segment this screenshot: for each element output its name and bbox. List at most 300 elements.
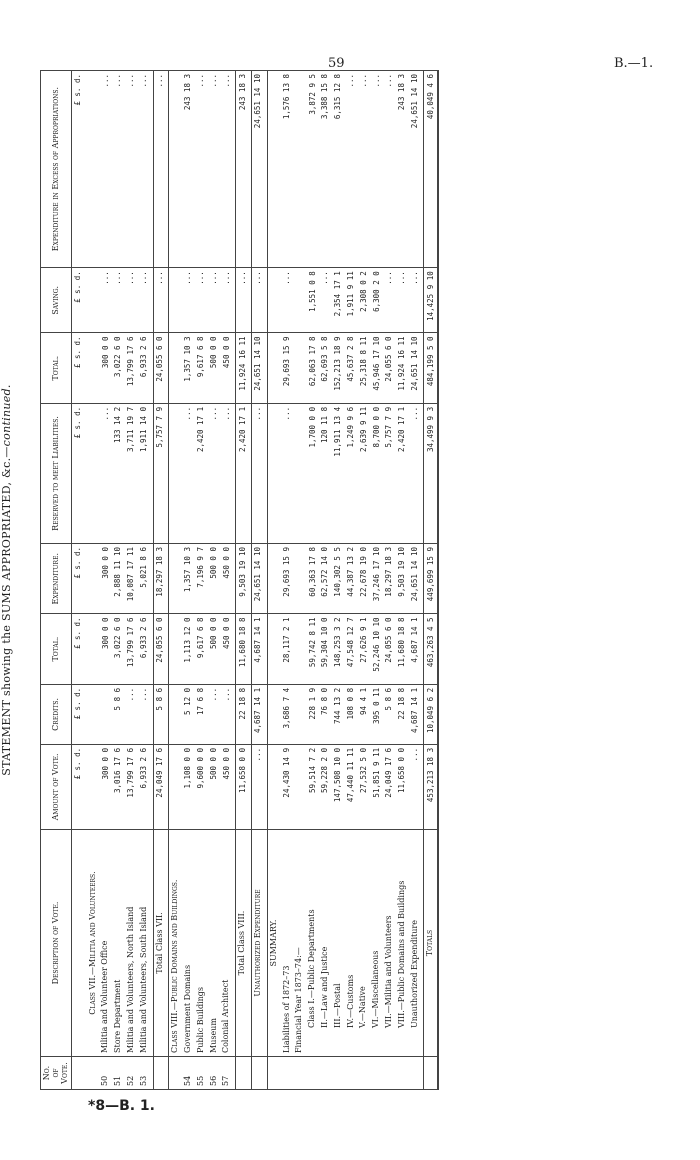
cell-res: 8,700 0 0: [370, 403, 383, 543]
cell-res: ...: [208, 403, 221, 543]
cell-saving: ...: [138, 268, 151, 333]
cell-saving: 1,911 9 11: [345, 268, 358, 333]
cell-total2: 13,799 17 6: [125, 333, 138, 403]
vote-number: [357, 1057, 370, 1090]
cell-res: ...: [99, 403, 112, 543]
cell-total2: 152,213 18 9: [332, 333, 345, 403]
cell-amount: 300 0 0: [99, 744, 112, 829]
cell-credits: 4,687 14 1: [252, 684, 265, 744]
vote-number: [424, 1057, 438, 1090]
cell-exp: 18,297 18 3: [383, 544, 396, 614]
vote-description: Unauthorized Expenditure: [409, 830, 422, 1057]
col-no: No. of Vote.: [41, 1057, 72, 1090]
cell-saving: 2,308 0 2: [357, 268, 370, 333]
cell-excess: 3,388 15 8: [319, 71, 332, 268]
cell-total2: 24,651 14 10: [409, 333, 422, 403]
summary-row: [409, 71, 422, 1090]
cell-amount: ...: [409, 744, 422, 829]
cell-saving: ...: [153, 268, 166, 333]
cell-res: ...: [281, 403, 294, 543]
cell-amount: 47,440 11 11: [345, 744, 358, 829]
cell-credits: 22 18 8: [396, 684, 409, 744]
cell-credits: 744 13 2: [332, 684, 345, 744]
cell-res: 2,420 17 1: [236, 403, 249, 543]
cell-saving: [169, 268, 182, 333]
cell-amount: 147,508 10 0: [332, 744, 345, 829]
rotated-statement: [0, 40, 700, 1120]
cell-amount: 11,658 0 0: [236, 744, 249, 829]
cell-credits: 5 12 0: [182, 684, 195, 744]
cell-amount: 59,514 7 2: [306, 744, 319, 829]
cell-amount: 27,532 5 0: [357, 744, 370, 829]
vote-description: Financial Year 1873–74:—: [293, 830, 306, 1057]
cell-excess: 24,651 14 10: [409, 71, 422, 268]
lsd-row: [72, 71, 85, 1090]
vote-description: SUMMARY.: [267, 830, 280, 1057]
cell-credits: 3,686 7 4: [281, 684, 294, 744]
cell-total: 148,253 3 2: [332, 614, 345, 684]
vote-description: Unauthorized Expenditure: [252, 830, 265, 1057]
cell-total2: 484,199 5 0: [424, 333, 438, 403]
cell-total2: 6,933 2 6: [138, 333, 151, 403]
cell-excess: ...: [112, 71, 125, 268]
cell-exp: 9,503 19 10: [396, 544, 409, 614]
lsd-label: £ s. d.: [72, 403, 85, 543]
cell-total2: 11,924 16 11: [396, 333, 409, 403]
vote-description: VII.—Militia and Volunteers: [383, 830, 396, 1057]
cell-exp: 2,888 11 10: [112, 544, 125, 614]
cell-excess: 24,651 14 10: [252, 71, 265, 268]
cell-excess: [267, 71, 280, 268]
cell-excess: 243 18 3: [396, 71, 409, 268]
footer-reference: *8—B. 1.: [88, 1098, 155, 1114]
cell-exp: 24,651 14 10: [252, 544, 265, 614]
vote-description: V.—Native: [357, 830, 370, 1057]
cell-res: ...: [182, 403, 195, 543]
cell-exp: 60,363 17 8: [306, 544, 319, 614]
table-row: [99, 71, 112, 1090]
cell-amount: 24,049 17 6: [383, 744, 396, 829]
vote-number: [252, 1057, 265, 1090]
cell-total: 24,055 6 0: [153, 614, 166, 684]
cell-res: 11,911 13 4: [332, 403, 345, 543]
cell-credits: 17 6 8: [195, 684, 208, 744]
cell-credits: 94 4 1: [357, 684, 370, 744]
cell-total2: [267, 333, 280, 403]
vote-number: [281, 1057, 294, 1090]
cell-excess: ...: [125, 71, 138, 268]
cell-excess: ...: [153, 71, 166, 268]
col-saving: Saving.: [41, 268, 72, 333]
vote-number: [319, 1057, 332, 1090]
col-expenditure: Expenditure.: [41, 544, 72, 614]
cell-saving: ...: [195, 268, 208, 333]
cell-total2: 500 0 0: [208, 333, 221, 403]
cell-amount: [267, 744, 280, 829]
cell-saving: ...: [396, 268, 409, 333]
cell-exp: [293, 544, 306, 614]
vote-description: Class VIII.—Public Domains and Buildings.: [169, 830, 182, 1057]
vote-description: Museum: [208, 830, 221, 1057]
lsd-label: £ s. d.: [72, 614, 85, 684]
cell-res: 5,757 7 9: [383, 403, 396, 543]
cell-saving: [267, 268, 280, 333]
cell-total: [169, 614, 182, 684]
cell-exp: 5,021 8 6: [138, 544, 151, 614]
vote-description: Public Buildings: [195, 830, 208, 1057]
lsd-label: £ s. d.: [72, 333, 85, 403]
vote-number: 53: [138, 1057, 151, 1090]
table-row: [125, 71, 138, 1090]
cell-credits: ...: [138, 684, 151, 744]
cell-total: 24,055 6 0: [383, 614, 396, 684]
class-heading: [169, 71, 182, 1090]
cell-credits: 228 1 9: [306, 684, 319, 744]
vote-description: Government Domains: [182, 830, 195, 1057]
cell-total2: 450 0 0: [220, 333, 233, 403]
unauthorized-row: [252, 71, 265, 1090]
cell-amount: 11,658 0 0: [396, 744, 409, 829]
cell-credits: 5 8 6: [153, 684, 166, 744]
vote-number: [306, 1057, 319, 1090]
cell-amount: 59,228 2 0: [319, 744, 332, 829]
cell-credits: 108 0 8: [345, 684, 358, 744]
cell-excess: 40,049 4 6: [424, 71, 438, 268]
col-reserved: Reserved to meet Liabilities.: [41, 403, 72, 543]
cell-amount: 450 0 0: [220, 744, 233, 829]
summary-row: [396, 71, 409, 1090]
cell-exp: 449,699 15 9: [424, 544, 438, 614]
cell-saving: ...: [208, 268, 221, 333]
cell-total: 59,304 10 0: [319, 614, 332, 684]
vote-number: 57: [220, 1057, 233, 1090]
cell-amount: 24,430 14 9: [281, 744, 294, 829]
vote-number: 56: [208, 1057, 221, 1090]
lsd-label: £ s. d.: [72, 684, 85, 744]
cell-total: 6,933 2 6: [138, 614, 151, 684]
cell-excess: 6,315 12 8: [332, 71, 345, 268]
cell-total: 47,548 12 7: [345, 614, 358, 684]
vote-number: [153, 1057, 166, 1090]
cell-credits: 395 0 11: [370, 684, 383, 744]
cell-total2: [293, 333, 306, 403]
cell-total2: 24,651 14 10: [252, 333, 265, 403]
cell-total: 4,687 14 1: [409, 614, 422, 684]
summary-liabilities-row: [281, 71, 294, 1090]
cell-res: 133 14 2: [112, 403, 125, 543]
vote-number: [370, 1057, 383, 1090]
cell-amount: ...: [252, 744, 265, 829]
page-number: 59: [328, 56, 345, 71]
cell-saving: 1,551 0 8: [306, 268, 319, 333]
cell-excess: 3,872 9 5: [306, 71, 319, 268]
summary-row: [332, 71, 345, 1090]
vote-description: Total Class VIII.: [236, 830, 249, 1057]
col-total2: Total.: [41, 333, 72, 403]
vote-description: Colonial Architect: [220, 830, 233, 1057]
vote-number: [87, 1057, 100, 1090]
lsd-label: £ s. d.: [72, 744, 85, 829]
cell-credits: [267, 684, 280, 744]
class-total-row: [236, 71, 249, 1090]
cell-excess: ...: [138, 71, 151, 268]
cell-total: 1,113 12 0: [182, 614, 195, 684]
cell-total: 9,617 6 8: [195, 614, 208, 684]
vote-number: [383, 1057, 396, 1090]
cell-amount: 3,016 17 6: [112, 744, 125, 829]
cell-saving: ...: [319, 268, 332, 333]
cell-res: [267, 403, 280, 543]
vote-description: Total Class VII.: [153, 830, 166, 1057]
cell-excess: [169, 71, 182, 268]
summary-row: [357, 71, 370, 1090]
cell-res: 5,757 7 9: [153, 403, 166, 543]
cell-exp: 300 0 0: [99, 544, 112, 614]
class-heading: [87, 71, 100, 1090]
cell-amount: 500 0 0: [208, 744, 221, 829]
cell-exp: 7,196 9 7: [195, 544, 208, 614]
cell-saving: ...: [281, 268, 294, 333]
cell-total: 13,799 17 6: [125, 614, 138, 684]
cell-credits: 4,687 14 1: [409, 684, 422, 744]
table-row: [220, 71, 233, 1090]
cell-excess: ...: [383, 71, 396, 268]
cell-saving: 6,300 2 0: [370, 268, 383, 333]
cell-credits: 76 8 0: [319, 684, 332, 744]
cell-amount: [169, 744, 182, 829]
vote-description: Class I.—Public Departments: [306, 830, 319, 1057]
cell-res: [293, 403, 306, 543]
cell-total2: 25,318 8 11: [357, 333, 370, 403]
cell-saving: [293, 268, 306, 333]
cell-res: 3,711 19 7: [125, 403, 138, 543]
vote-number: [409, 1057, 422, 1090]
cell-amount: 6,933 2 6: [138, 744, 151, 829]
cell-total2: 24,055 6 0: [383, 333, 396, 403]
cell-res: ...: [252, 403, 265, 543]
cell-credits: 10,049 6 2: [424, 684, 438, 744]
cell-res: ...: [220, 403, 233, 543]
cell-total: 500 0 0: [208, 614, 221, 684]
cell-excess: ...: [208, 71, 221, 268]
col-excess: Expenditure in Excess of Appropriations.: [41, 71, 72, 268]
cell-saving: ...: [409, 268, 422, 333]
cell-excess: [293, 71, 306, 268]
cell-saving: ...: [112, 268, 125, 333]
cell-total2: 9,617 6 8: [195, 333, 208, 403]
cell-amount: [293, 744, 306, 829]
cell-exp: 500 0 0: [208, 544, 221, 614]
cell-saving: [87, 268, 100, 333]
cell-exp: 140,302 5 5: [332, 544, 345, 614]
cell-total: [293, 614, 306, 684]
header-row: [41, 71, 72, 1090]
cell-total: [87, 614, 100, 684]
cell-total: [267, 614, 280, 684]
cell-excess: ...: [345, 71, 358, 268]
summary-row: [345, 71, 358, 1090]
cell-credits: ...: [220, 684, 233, 744]
cell-excess: ...: [357, 71, 370, 268]
cell-total2: 45,637 2 8: [345, 333, 358, 403]
cell-exp: 1,357 10 3: [182, 544, 195, 614]
vote-number: [236, 1057, 249, 1090]
cell-total: 450 0 0: [220, 614, 233, 684]
cell-saving: ...: [182, 268, 195, 333]
col-description: Description of Vote.: [41, 830, 72, 1057]
col-amount: Amount of Vote.: [41, 744, 72, 829]
cell-amount: 453,213 18 3: [424, 744, 438, 829]
cell-exp: 450 0 0: [220, 544, 233, 614]
statement-title: [0, 40, 13, 1120]
vote-description: III.—Postal: [332, 830, 345, 1057]
cell-total: 463,263 4 5: [424, 614, 438, 684]
cell-saving: ...: [236, 268, 249, 333]
vote-number: [396, 1057, 409, 1090]
cell-excess: ...: [99, 71, 112, 268]
cell-total2: 62,693 5 8: [319, 333, 332, 403]
cell-res: 2,420 17 1: [396, 403, 409, 543]
vote-number: [169, 1057, 182, 1090]
cell-exp: [267, 544, 280, 614]
summary-fy-row: [293, 71, 306, 1090]
vote-number: 50: [99, 1057, 112, 1090]
cell-excess: ...: [195, 71, 208, 268]
cell-res: 2,639 9 11: [357, 403, 370, 543]
vote-description: IV.—Customs: [345, 830, 358, 1057]
vote-number: 51: [112, 1057, 125, 1090]
cell-total: 52,246 10 10: [370, 614, 383, 684]
cell-amount: 13,799 17 6: [125, 744, 138, 829]
vote-description: Militia and Volunteer Office: [99, 830, 112, 1057]
cell-total: 28,117 2 1: [281, 614, 294, 684]
cell-total2: 11,924 16 11: [236, 333, 249, 403]
cell-res: [87, 403, 100, 543]
vote-description: Militia and Volunteers, South Island: [138, 830, 151, 1057]
cell-total2: [169, 333, 182, 403]
cell-res: [169, 403, 182, 543]
cell-total2: 24,055 6 0: [153, 333, 166, 403]
cell-total2: 62,063 17 8: [306, 333, 319, 403]
cell-saving: 14,425 9 10: [424, 268, 438, 333]
cell-credits: 22 18 8: [236, 684, 249, 744]
table-row: [208, 71, 221, 1090]
cell-credits: ...: [125, 684, 138, 744]
cell-excess: 243 18 3: [182, 71, 195, 268]
cell-excess: 1,576 13 8: [281, 71, 294, 268]
cell-saving: ...: [125, 268, 138, 333]
cell-exp: 10,087 17 11: [125, 544, 138, 614]
cell-total: 4,687 14 1: [252, 614, 265, 684]
cell-saving: 2,354 17 1: [332, 268, 345, 333]
cell-total: 3,022 6 0: [112, 614, 125, 684]
title-continued: continued.: [0, 384, 13, 447]
vote-number: 52: [125, 1057, 138, 1090]
cell-saving: ...: [383, 268, 396, 333]
vote-description: Store Department: [112, 830, 125, 1057]
cell-total2: [87, 333, 100, 403]
cell-res: 1,249 9 6: [345, 403, 358, 543]
cell-saving: ...: [99, 268, 112, 333]
cell-total2: 300 0 0: [99, 333, 112, 403]
summary-row: [370, 71, 383, 1090]
cell-saving: ...: [252, 268, 265, 333]
table-row: [112, 71, 125, 1090]
cell-exp: 37,246 17 10: [370, 544, 383, 614]
vote-number: 54: [182, 1057, 195, 1090]
summary-row: [306, 71, 319, 1090]
cell-excess: [87, 71, 100, 268]
cell-exp: 22,678 19 0: [357, 544, 370, 614]
title-text: STATEMENT showing the SUMS APPROPRIATED, &c.—: [0, 446, 13, 776]
vote-description: Militia and Volunteers, North Island: [125, 830, 138, 1057]
summary-row: [319, 71, 332, 1090]
vote-description: VIII.—Public Domains and Buildings: [396, 830, 409, 1057]
table-body: [72, 71, 438, 1090]
cell-res: ...: [409, 403, 422, 543]
cell-total2: 45,946 17 10: [370, 333, 383, 403]
cell-res: 1,911 14 0: [138, 403, 151, 543]
summary-row: [383, 71, 396, 1090]
table-row: [182, 71, 195, 1090]
appropriations-table: [40, 70, 439, 1090]
cell-total: 59,742 8 11: [306, 614, 319, 684]
cell-excess: ...: [220, 71, 233, 268]
cell-res: 120 11 8: [319, 403, 332, 543]
cell-total2: 1,357 10 3: [182, 333, 195, 403]
cell-amount: 24,049 17 6: [153, 744, 166, 829]
cell-exp: 24,651 14 10: [409, 544, 422, 614]
cell-credits: [87, 684, 100, 744]
cell-exp: 29,693 15 9: [281, 544, 294, 614]
cell-exp: [169, 544, 182, 614]
cell-res: 1,700 0 0: [306, 403, 319, 543]
cell-amount: 9,600 0 0: [195, 744, 208, 829]
cell-res: 34,499 9 3: [424, 403, 438, 543]
cell-total2: 29,693 15 9: [281, 333, 294, 403]
cell-total: 11,680 18 8: [396, 614, 409, 684]
table-row: [138, 71, 151, 1090]
cell-excess: 243 18 3: [236, 71, 249, 268]
cell-credits: 5 8 6: [383, 684, 396, 744]
cell-saving: ...: [220, 268, 233, 333]
cell-amount: 51,851 9 11: [370, 744, 383, 829]
cell-amount: [87, 744, 100, 829]
cell-total: 300 0 0: [99, 614, 112, 684]
cell-credits: [99, 684, 112, 744]
cell-res: 2,420 17 1: [195, 403, 208, 543]
vote-description: Class VII.—Militia and Volunteers.: [87, 830, 100, 1057]
cell-exp: 62,572 14 0: [319, 544, 332, 614]
col-total1: Total.: [41, 614, 72, 684]
cell-total: 11,680 18 8: [236, 614, 249, 684]
vote-number: [267, 1057, 280, 1090]
cell-credits: [293, 684, 306, 744]
table-row: [195, 71, 208, 1090]
col-credits: Credits.: [41, 684, 72, 744]
lsd-label: £ s. d.: [72, 268, 85, 333]
cell-credits: 5 8 6: [112, 684, 125, 744]
vote-number: [293, 1057, 306, 1090]
vote-description: Totals: [424, 830, 438, 1057]
cell-credits: ...: [208, 684, 221, 744]
section-reference: B.—1.: [614, 56, 654, 71]
summary-heading: [267, 71, 280, 1090]
cell-total: 27,626 9 1: [357, 614, 370, 684]
vote-description: Liabilities of 1872–73: [281, 830, 294, 1057]
vote-number: [345, 1057, 358, 1090]
lsd-label: £ s. d.: [72, 71, 85, 268]
